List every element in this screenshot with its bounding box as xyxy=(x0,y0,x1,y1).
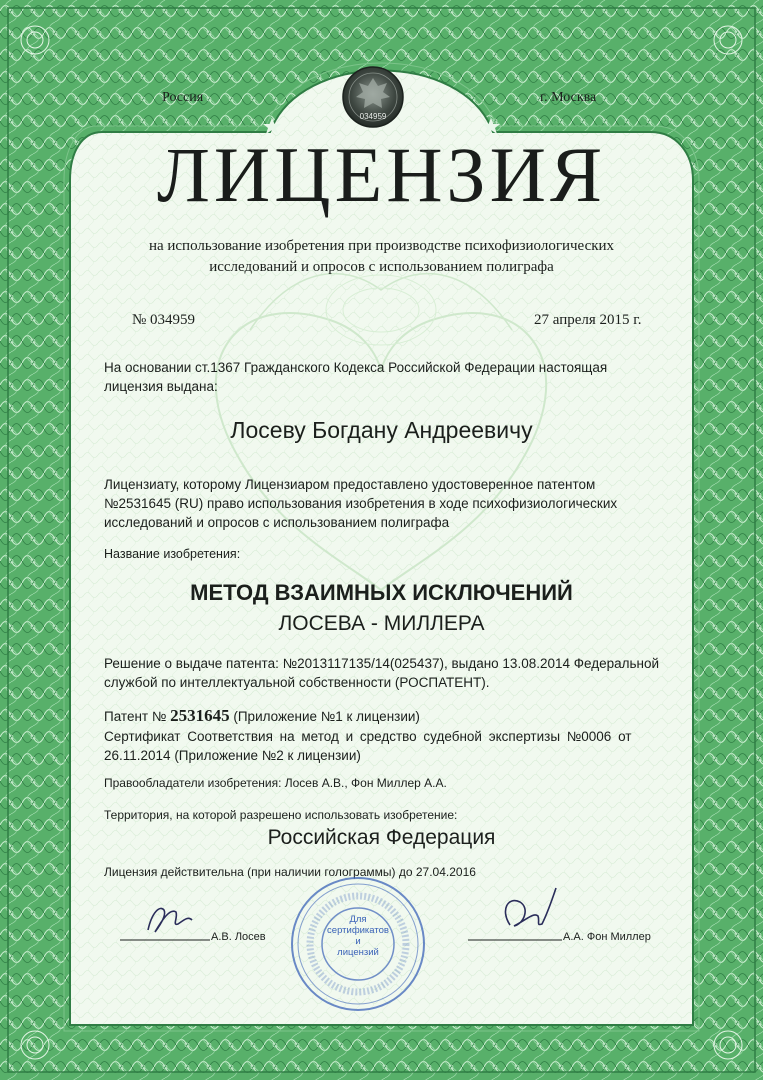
certificate-line-2: 26.11.2014 (Приложение №2 к лицензии) xyxy=(104,748,361,763)
territory: Российская Федерация xyxy=(267,826,496,849)
territory-label: Территория, на которой разрешено использовать изобретение: xyxy=(104,808,458,822)
licensee-text-line-1: Лицензиату, которому Лицензиаром предоставлено удостоверенное патентом xyxy=(104,477,596,492)
stamp-text-3: и xyxy=(355,936,361,947)
document-title: ЛИЦЕНЗИЯ xyxy=(157,131,606,218)
signatory-right: А.А. Фон Миллер xyxy=(563,931,651,943)
validity: Лицензия действительна (при наличии голограммы) до 27.04.2016 xyxy=(104,865,476,879)
stamp-text-4: лицензий xyxy=(337,947,379,958)
patent-prefix: Патент № xyxy=(104,709,167,724)
decision-line-2: службой по интеллектуальной собственности (РОСПАТЕНТ). xyxy=(104,675,490,690)
invention-title: МЕТОД ВЗАИМНЫХ ИСКЛЮЧЕНИЙ xyxy=(190,580,573,605)
patent-appendix: (Приложение №1 к лицензии) xyxy=(233,709,420,724)
licensee-text-line-3: исследований и опросов с использованием полиграфа xyxy=(104,515,450,530)
subtitle-line-1: на использование изобретения при производстве психофизиологических xyxy=(148,238,615,254)
licensee-name: Лосеву Богдану Андреевичу xyxy=(230,417,533,443)
stamp-text-1: Для xyxy=(349,914,367,925)
rightholders: Правообладатели изобретения: Лосев А.В., Фон Миллер А.А. xyxy=(104,776,447,790)
subtitle-line-2: исследований и опросов с использованием полиграфа xyxy=(209,259,554,275)
signatory-left: А.В. Лосев xyxy=(211,931,266,943)
license-number: № 034959 xyxy=(132,312,196,328)
hologram-number: 034959 xyxy=(359,112,387,121)
certificate-line-1: Сертификат Соответствия на метод и средство судебной экспертизы №0006 от xyxy=(104,729,632,744)
city-label: г. Москва xyxy=(540,90,597,105)
issue-date: 27 апреля 2015 г. xyxy=(534,312,642,328)
invention-authors: ЛОСЕВА - МИЛЛЕРА xyxy=(278,612,485,635)
stamp-text-2: сертификатов xyxy=(327,925,389,936)
country-label: Россия xyxy=(162,90,204,105)
basis-line-2: лицензия выдана: xyxy=(104,379,218,394)
basis-line-1: На основании ст.1367 Гражданского Кодекса Российской Федерации настоящая xyxy=(104,360,608,375)
signature-fon-miller xyxy=(505,888,556,926)
licensee-text-line-2: №2531645 (RU) право использования изобретения в ходе психофизиологических xyxy=(104,496,618,511)
decision-line-1: Решение о выдаче патента: №2013117135/14(025437), выдано 13.08.2014 Федеральной xyxy=(104,656,660,671)
signature-losev xyxy=(148,908,192,932)
patent-number: 2531645 xyxy=(170,706,230,725)
invention-label: Название изобретения: xyxy=(104,547,241,561)
